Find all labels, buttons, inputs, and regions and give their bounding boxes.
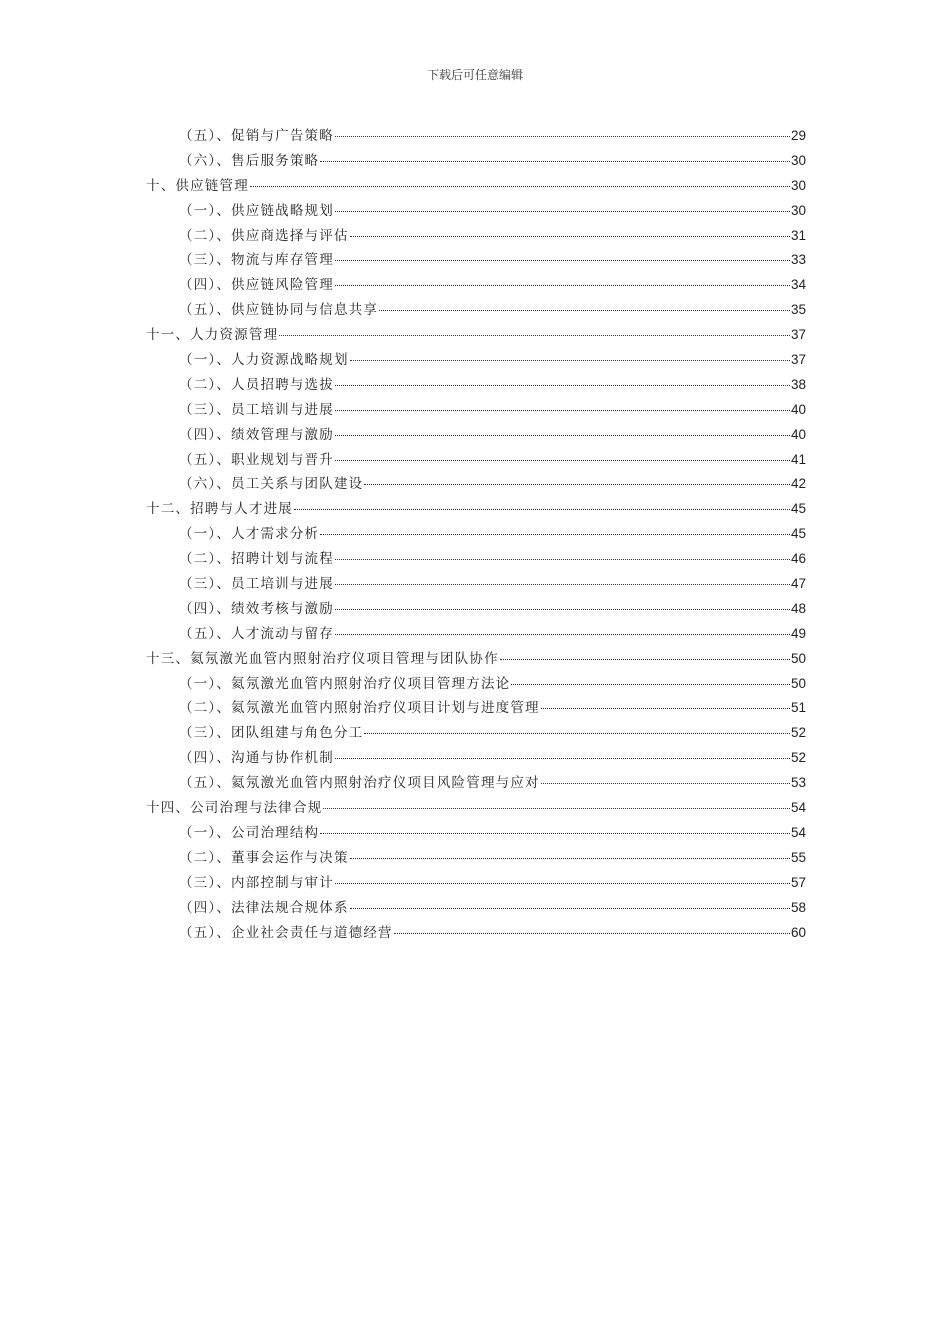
toc-entry[interactable] (146, 597, 806, 622)
toc-entry[interactable] (146, 522, 806, 547)
toc-entry-page-number: 35 (790, 302, 806, 318)
toc-entry[interactable] (146, 373, 806, 398)
toc-dot-leader (364, 733, 790, 734)
toc-entry-title: （一）、人才需求分析 (179, 526, 320, 543)
toc-entry-page-number: 52 (790, 725, 806, 741)
toc-entry-page-number: 37 (790, 352, 806, 368)
toc-entry-page-number: 52 (790, 750, 806, 766)
toc-entry[interactable] (146, 348, 806, 373)
table-of-contents (146, 124, 806, 945)
toc-entry[interactable] (146, 672, 806, 697)
toc-entry-page-number: 31 (790, 227, 806, 243)
toc-entry[interactable] (146, 647, 806, 672)
toc-entry-title: （五）、氦氖激光血管内照射治疗仪项目风险管理与应对 (179, 775, 540, 792)
toc-entry-title: 十、供应链管理 (146, 177, 249, 194)
toc-entry-title: 十一、人力资源管理 (146, 327, 279, 344)
toc-entry-page-number: 48 (790, 600, 806, 616)
toc-dot-leader (320, 833, 790, 834)
toc-entry[interactable] (146, 423, 806, 448)
toc-entry-page-number: 54 (790, 824, 806, 840)
toc-dot-leader (364, 484, 790, 485)
toc-dot-leader (541, 783, 790, 784)
toc-entry-title: （三）、物流与库存管理 (179, 252, 334, 269)
toc-entry-page-number: 29 (790, 128, 806, 143)
toc-entry-title: 十四、公司治理与法律合规 (146, 800, 323, 817)
toc-entry-title: （五）、供应链协同与信息共享 (179, 302, 379, 319)
toc-entry-page-number: 30 (790, 202, 806, 218)
toc-entry-title: （六）、员工关系与团队建设 (179, 476, 364, 493)
toc-dot-leader (320, 534, 790, 535)
toc-entry-title: （三）、团队组建与角色分工 (179, 725, 364, 742)
toc-dot-leader (511, 684, 790, 685)
toc-entry-title: （二）、供应商选择与评估 (179, 227, 349, 244)
toc-entry[interactable] (146, 199, 806, 224)
toc-entry-title: （四）、供应链风险管理 (179, 277, 334, 294)
toc-dot-leader (335, 883, 790, 884)
toc-entry[interactable] (146, 448, 806, 473)
toc-entry-title: （二）、招聘计划与流程 (179, 551, 334, 568)
toc-entry-page-number: 45 (790, 526, 806, 542)
toc-entry-page-number: 42 (790, 476, 806, 492)
toc-dot-leader (350, 236, 790, 237)
toc-entry[interactable] (146, 622, 806, 647)
toc-entry-title: （五）、企业社会责任与道德经营 (179, 924, 393, 941)
toc-dot-leader (350, 858, 790, 859)
toc-entry-title: （六）、售后服务策略 (179, 152, 320, 169)
toc-dot-leader (294, 509, 790, 510)
toc-dot-leader (335, 285, 790, 286)
toc-dot-leader (335, 385, 790, 386)
toc-dot-leader (279, 335, 790, 336)
toc-dot-leader (335, 211, 790, 212)
toc-entry-page-number: 49 (790, 625, 806, 641)
toc-entry[interactable] (146, 572, 806, 597)
toc-entry-title: （一）、公司治理结构 (179, 824, 320, 841)
toc-entry-page-number: 38 (790, 376, 806, 392)
toc-entry[interactable] (146, 248, 806, 273)
toc-entry[interactable] (146, 771, 806, 796)
toc-dot-leader (335, 559, 790, 560)
toc-entry-title: 十三、氦氖激光血管内照射治疗仪项目管理与团队协作 (146, 650, 499, 667)
toc-entry-page-number: 40 (790, 426, 806, 442)
toc-entry-title: （三）、员工培训与进展 (179, 576, 334, 593)
toc-entry[interactable] (146, 398, 806, 423)
toc-entry-page-number: 53 (790, 775, 806, 791)
toc-dot-leader (335, 435, 790, 436)
toc-entry-title: （二）、氦氖激光血管内照射治疗仪项目计划与进度管理 (179, 700, 540, 717)
toc-dot-leader (350, 360, 790, 361)
toc-entry-title: （一）、人力资源战略规划 (179, 352, 349, 369)
toc-entry-page-number: 55 (790, 849, 806, 865)
toc-dot-leader (500, 659, 790, 660)
toc-dot-leader (335, 609, 790, 610)
toc-entry[interactable] (146, 696, 806, 721)
toc-dot-leader (323, 808, 790, 809)
toc-dot-leader (335, 634, 790, 635)
toc-entry[interactable] (146, 472, 806, 497)
toc-entry-page-number: 60 (790, 924, 806, 940)
toc-entry-page-number: 58 (790, 899, 806, 915)
toc-entry[interactable] (146, 846, 806, 871)
toc-entry[interactable] (146, 921, 806, 946)
toc-dot-leader (335, 758, 790, 759)
toc-entry[interactable] (146, 821, 806, 846)
toc-entry[interactable] (146, 547, 806, 572)
toc-entry-title: （二）、董事会运作与决策 (179, 849, 349, 866)
toc-entry[interactable] (146, 796, 806, 821)
toc-dot-leader (335, 410, 790, 411)
toc-entry-title: 十二、招聘与人才进展 (146, 501, 293, 518)
toc-entry[interactable] (146, 224, 806, 249)
toc-entry-page-number: 51 (790, 700, 806, 716)
toc-dot-leader (350, 908, 790, 909)
toc-entry-page-number: 45 (790, 501, 806, 517)
toc-entry-page-number: 30 (790, 152, 806, 168)
toc-entry-title: （一）、供应链战略规划 (179, 202, 334, 219)
toc-entry-page-number: 47 (790, 576, 806, 592)
toc-entry[interactable] (146, 124, 806, 149)
page-header: 下载后可任意编辑 (426, 68, 523, 82)
toc-entry-page-number: 54 (790, 800, 806, 816)
toc-entry-page-number: 50 (790, 675, 806, 691)
toc-entry[interactable] (146, 273, 806, 298)
toc-entry[interactable] (146, 323, 806, 348)
toc-dot-leader (320, 161, 790, 162)
toc-dot-leader (541, 708, 790, 709)
toc-entry-page-number: 40 (790, 401, 806, 417)
toc-entry-title: （五）、人才流动与留存 (179, 625, 334, 642)
toc-dot-leader (335, 584, 790, 585)
toc-entry-page-number: 46 (790, 551, 806, 567)
toc-entry-title: （四）、沟通与协作机制 (179, 750, 334, 767)
toc-entry-page-number: 37 (790, 327, 806, 343)
toc-entry[interactable] (146, 871, 806, 896)
toc-entry[interactable] (146, 896, 806, 921)
toc-entry-title: （五）、促销与广告策略 (179, 128, 334, 144)
toc-entry-title: （四）、绩效考核与激励 (179, 600, 334, 617)
toc-entry[interactable] (146, 746, 806, 771)
toc-entry-page-number: 33 (790, 252, 806, 268)
toc-dot-leader (379, 310, 790, 311)
toc-entry[interactable] (146, 298, 806, 323)
toc-entry-page-number: 34 (790, 277, 806, 293)
toc-entry[interactable] (146, 174, 806, 199)
toc-entry-title: （四）、法律法规合规体系 (179, 899, 349, 916)
toc-dot-leader (335, 260, 790, 261)
toc-entry-page-number: 30 (790, 177, 806, 193)
toc-entry[interactable] (146, 149, 806, 174)
toc-entry-title: （三）、员工培训与进展 (179, 401, 334, 418)
toc-entry-title: （三）、内部控制与审计 (179, 874, 334, 891)
toc-entry-page-number: 41 (790, 451, 806, 467)
toc-entry-title: （一）、氦氖激光血管内照射治疗仪项目管理方法论 (179, 675, 511, 692)
toc-entry-title: （二）、人员招聘与选拔 (179, 376, 334, 393)
toc-dot-leader (335, 460, 790, 461)
toc-entry[interactable] (146, 497, 806, 522)
toc-entry-page-number: 57 (790, 874, 806, 890)
toc-entry-title: （五）、职业规划与晋升 (179, 451, 334, 468)
toc-entry-page-number: 50 (790, 650, 806, 666)
toc-dot-leader (335, 136, 790, 137)
toc-dot-leader (394, 933, 790, 934)
toc-dot-leader (250, 186, 790, 187)
toc-entry[interactable] (146, 721, 806, 746)
toc-entry-title: （四）、绩效管理与激励 (179, 426, 334, 443)
